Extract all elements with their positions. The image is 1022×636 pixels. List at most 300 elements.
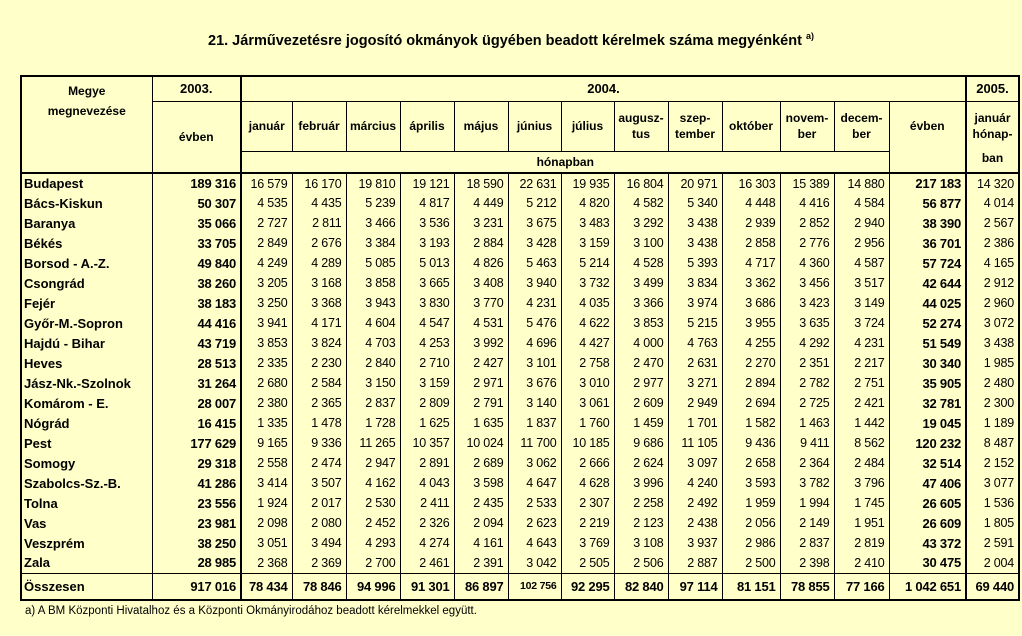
month-header bbox=[614, 101, 668, 151]
month-value: 94 996 bbox=[346, 573, 400, 600]
month-value: 20 971 bbox=[668, 173, 722, 193]
value-2003: 38 250 bbox=[152, 533, 241, 553]
month-value: 2 492 bbox=[668, 493, 722, 513]
month-value: 4 043 bbox=[400, 473, 454, 493]
month-value: 2 631 bbox=[668, 353, 722, 373]
month-value: 4 535 bbox=[241, 193, 292, 213]
month-value: 91 301 bbox=[400, 573, 454, 600]
month-value: 5 214 bbox=[561, 253, 614, 273]
month-value: 4 449 bbox=[454, 193, 508, 213]
value-2003: 28 513 bbox=[152, 353, 241, 373]
month-value: 1 701 bbox=[668, 413, 722, 433]
month-value: 4 604 bbox=[346, 313, 400, 333]
month-value: 2 727 bbox=[241, 213, 292, 233]
month-value: 3 150 bbox=[346, 373, 400, 393]
month-value: 4 274 bbox=[400, 533, 454, 553]
county-name: Jász-Nk.-Szolnok bbox=[21, 373, 152, 393]
month-value: 4 293 bbox=[346, 533, 400, 553]
month-value: 4 628 bbox=[561, 473, 614, 493]
month-header-part1: augusz- bbox=[618, 111, 664, 125]
month-value: 3 974 bbox=[668, 293, 722, 313]
month-value: 3 941 bbox=[241, 313, 292, 333]
value-2004: 44 025 bbox=[889, 293, 966, 313]
month-value: 3 499 bbox=[614, 273, 668, 293]
month-value: 2 891 bbox=[400, 453, 454, 473]
month-value: 9 411 bbox=[780, 433, 834, 453]
value-jan-2005: 2 912 bbox=[966, 273, 1019, 293]
month-value: 4 435 bbox=[292, 193, 346, 213]
month-value: 22 631 bbox=[508, 173, 561, 193]
county-name: Bács-Kiskun bbox=[21, 193, 152, 213]
month-value: 3 456 bbox=[780, 273, 834, 293]
value-2004: 32 514 bbox=[889, 453, 966, 473]
month-value: 4 448 bbox=[722, 193, 780, 213]
month-value: 4 584 bbox=[834, 193, 889, 213]
month-value: 4 035 bbox=[561, 293, 614, 313]
month-value: 4 255 bbox=[722, 333, 780, 353]
month-value: 4 528 bbox=[614, 253, 668, 273]
month-value: 4 820 bbox=[561, 193, 614, 213]
value-2004: 1 042 651 bbox=[889, 573, 966, 600]
county-name: Csongrád bbox=[21, 273, 152, 293]
month-value: 2 398 bbox=[780, 553, 834, 573]
month-value: 1 442 bbox=[834, 413, 889, 433]
month-value: 4 161 bbox=[454, 533, 508, 553]
month-value: 4 582 bbox=[614, 193, 668, 213]
value-2003: 38 260 bbox=[152, 273, 241, 293]
month-value: 2 939 bbox=[722, 213, 780, 233]
month-header-part1: decem- bbox=[840, 111, 883, 125]
month-value: 3 101 bbox=[508, 353, 561, 373]
title-note: a) bbox=[805, 31, 814, 41]
evben-2004-header: évben bbox=[889, 101, 966, 151]
month-value: 2 949 bbox=[668, 393, 722, 413]
month-value: 2 326 bbox=[400, 513, 454, 533]
value-2004: 38 390 bbox=[889, 213, 966, 233]
month-value: 1 994 bbox=[780, 493, 834, 513]
month-value: 2 258 bbox=[614, 493, 668, 513]
month-value: 16 579 bbox=[241, 173, 292, 193]
month-value: 16 804 bbox=[614, 173, 668, 193]
month-value: 3 097 bbox=[668, 453, 722, 473]
month-value: 2 782 bbox=[780, 373, 834, 393]
month-value: 2 411 bbox=[400, 493, 454, 513]
month-value: 3 466 bbox=[346, 213, 400, 233]
month-value: 2 837 bbox=[780, 533, 834, 553]
month-value: 1 959 bbox=[722, 493, 780, 513]
year-2004-header: 2004. bbox=[241, 76, 966, 101]
month-value: 102 756 bbox=[508, 573, 561, 600]
month-value: 77 166 bbox=[834, 573, 889, 600]
table-row bbox=[21, 393, 1019, 413]
table-row bbox=[21, 293, 1019, 313]
month-value: 3 061 bbox=[561, 393, 614, 413]
month-value: 3 598 bbox=[454, 473, 508, 493]
month-value: 2 956 bbox=[834, 233, 889, 253]
month-value: 19 935 bbox=[561, 173, 614, 193]
value-jan-2005: 2 152 bbox=[966, 453, 1019, 473]
month-value: 9 336 bbox=[292, 433, 346, 453]
value-jan-2005: 4 014 bbox=[966, 193, 1019, 213]
month-value: 3 010 bbox=[561, 373, 614, 393]
month-value: 3 438 bbox=[668, 213, 722, 233]
month-value: 3 423 bbox=[780, 293, 834, 313]
month-value: 2 351 bbox=[780, 353, 834, 373]
month-header: február bbox=[292, 101, 346, 151]
month-value: 2 837 bbox=[346, 393, 400, 413]
month-value: 4 171 bbox=[292, 313, 346, 333]
month-value: 3 507 bbox=[292, 473, 346, 493]
month-value: 3 149 bbox=[834, 293, 889, 313]
month-value: 1 335 bbox=[241, 413, 292, 433]
month-value: 2 056 bbox=[722, 513, 780, 533]
table-row bbox=[21, 273, 1019, 293]
value-2004: 47 406 bbox=[889, 473, 966, 493]
month-value: 4 717 bbox=[722, 253, 780, 273]
month-value: 86 897 bbox=[454, 573, 508, 600]
month-value: 16 303 bbox=[722, 173, 780, 193]
month-value: 3 250 bbox=[241, 293, 292, 313]
year-2003-header: 2003. bbox=[152, 76, 241, 101]
month-value: 3 593 bbox=[722, 473, 780, 493]
month-value: 3 408 bbox=[454, 273, 508, 293]
value-2003: 23 556 bbox=[152, 493, 241, 513]
month-value: 4 547 bbox=[400, 313, 454, 333]
value-2003: 44 416 bbox=[152, 313, 241, 333]
value-2004: 56 877 bbox=[889, 193, 966, 213]
month-value: 4 249 bbox=[241, 253, 292, 273]
month-value: 10 185 bbox=[561, 433, 614, 453]
county-name: Vas bbox=[21, 513, 152, 533]
month-value: 3 732 bbox=[561, 273, 614, 293]
month-value: 2 335 bbox=[241, 353, 292, 373]
month-value: 5 085 bbox=[346, 253, 400, 273]
month-value: 3 665 bbox=[400, 273, 454, 293]
month-value: 4 231 bbox=[508, 293, 561, 313]
month-value: 3 168 bbox=[292, 273, 346, 293]
month-header: május bbox=[454, 101, 508, 151]
month-header-part1: novem- bbox=[785, 111, 829, 125]
month-value: 3 428 bbox=[508, 233, 561, 253]
month-value: 18 590 bbox=[454, 173, 508, 193]
table-row bbox=[21, 173, 1019, 193]
month-value: 19 121 bbox=[400, 173, 454, 193]
jan-2005-header-line1: január bbox=[974, 110, 1011, 125]
month-value: 14 880 bbox=[834, 173, 889, 193]
month-value: 5 340 bbox=[668, 193, 722, 213]
month-value: 4 253 bbox=[400, 333, 454, 353]
month-value: 2 270 bbox=[722, 353, 780, 373]
month-value: 2 884 bbox=[454, 233, 508, 253]
month-value: 3 992 bbox=[454, 333, 508, 353]
month-value: 2 658 bbox=[722, 453, 780, 473]
value-2004: 30 475 bbox=[889, 553, 966, 573]
county-name: Fejér bbox=[21, 293, 152, 313]
value-jan-2005: 8 487 bbox=[966, 433, 1019, 453]
month-value: 3 362 bbox=[722, 273, 780, 293]
value-2003: 189 316 bbox=[152, 173, 241, 193]
value-2003: 16 415 bbox=[152, 413, 241, 433]
month-value: 16 170 bbox=[292, 173, 346, 193]
month-value: 3 943 bbox=[346, 293, 400, 313]
month-value: 2 421 bbox=[834, 393, 889, 413]
value-2003: 43 719 bbox=[152, 333, 241, 353]
month-value: 1 837 bbox=[508, 413, 561, 433]
table-row bbox=[21, 473, 1019, 493]
table-row bbox=[21, 353, 1019, 373]
county-header bbox=[21, 76, 152, 173]
county-name: Komárom - E. bbox=[21, 393, 152, 413]
month-value: 3 292 bbox=[614, 213, 668, 233]
month-value: 2 710 bbox=[400, 353, 454, 373]
month-value: 3 159 bbox=[400, 373, 454, 393]
month-value: 81 151 bbox=[722, 573, 780, 600]
month-value: 2 230 bbox=[292, 353, 346, 373]
month-value: 2 094 bbox=[454, 513, 508, 533]
month-value: 2 533 bbox=[508, 493, 561, 513]
month-value: 3 858 bbox=[346, 273, 400, 293]
month-value: 3 955 bbox=[722, 313, 780, 333]
value-jan-2005: 3 077 bbox=[966, 473, 1019, 493]
county-name: Zala bbox=[21, 553, 152, 573]
month-value: 1 745 bbox=[834, 493, 889, 513]
month-value: 78 846 bbox=[292, 573, 346, 600]
value-2004: 52 274 bbox=[889, 313, 966, 333]
jan-2005-header-line2: hónap- bbox=[972, 126, 1013, 141]
value-2004: 42 644 bbox=[889, 273, 966, 293]
value-jan-2005: 2 004 bbox=[966, 553, 1019, 573]
value-2003: 917 016 bbox=[152, 573, 241, 600]
value-jan-2005: 14 320 bbox=[966, 173, 1019, 193]
month-value: 2 725 bbox=[780, 393, 834, 413]
month-value: 3 517 bbox=[834, 273, 889, 293]
month-value: 2 461 bbox=[400, 553, 454, 573]
month-value: 2 887 bbox=[668, 553, 722, 573]
month-value: 2 700 bbox=[346, 553, 400, 573]
month-value: 2 666 bbox=[561, 453, 614, 473]
month-value: 3 830 bbox=[400, 293, 454, 313]
value-2003: 29 318 bbox=[152, 453, 241, 473]
month-value: 4 360 bbox=[780, 253, 834, 273]
month-value: 1 582 bbox=[722, 413, 780, 433]
month-value: 2 584 bbox=[292, 373, 346, 393]
value-2003: 31 264 bbox=[152, 373, 241, 393]
month-value: 3 384 bbox=[346, 233, 400, 253]
month-value: 2 452 bbox=[346, 513, 400, 533]
data-table bbox=[20, 75, 1020, 601]
month-value: 2 558 bbox=[241, 453, 292, 473]
month-value: 4 292 bbox=[780, 333, 834, 353]
month-value: 3 438 bbox=[668, 233, 722, 253]
month-value: 3 140 bbox=[508, 393, 561, 413]
month-value: 15 389 bbox=[780, 173, 834, 193]
month-value: 4 531 bbox=[454, 313, 508, 333]
month-value: 2 391 bbox=[454, 553, 508, 573]
table-row bbox=[21, 193, 1019, 213]
month-value: 10 024 bbox=[454, 433, 508, 453]
value-jan-2005: 1 189 bbox=[966, 413, 1019, 433]
value-jan-2005: 2 591 bbox=[966, 533, 1019, 553]
month-value: 3 494 bbox=[292, 533, 346, 553]
month-value: 3 937 bbox=[668, 533, 722, 553]
value-jan-2005: 2 960 bbox=[966, 293, 1019, 313]
table-row bbox=[21, 373, 1019, 393]
month-value: 3 193 bbox=[400, 233, 454, 253]
month-value: 2 971 bbox=[454, 373, 508, 393]
month-value: 2 751 bbox=[834, 373, 889, 393]
month-value: 5 212 bbox=[508, 193, 561, 213]
month-value: 9 165 bbox=[241, 433, 292, 453]
month-value: 1 625 bbox=[400, 413, 454, 433]
year-2005-header: 2005. bbox=[966, 76, 1019, 101]
month-value: 5 239 bbox=[346, 193, 400, 213]
month-value: 2 123 bbox=[614, 513, 668, 533]
month-value: 11 265 bbox=[346, 433, 400, 453]
month-value: 3 940 bbox=[508, 273, 561, 293]
month-header: július bbox=[561, 101, 614, 151]
county-name: Békés bbox=[21, 233, 152, 253]
month-value: 3 205 bbox=[241, 273, 292, 293]
month-value: 5 463 bbox=[508, 253, 561, 273]
county-name: Heves bbox=[21, 353, 152, 373]
month-value: 2 624 bbox=[614, 453, 668, 473]
month-value: 78 434 bbox=[241, 573, 292, 600]
month-value: 1 951 bbox=[834, 513, 889, 533]
value-2004: 43 372 bbox=[889, 533, 966, 553]
month-value: 4 643 bbox=[508, 533, 561, 553]
month-value: 11 700 bbox=[508, 433, 561, 453]
month-header-part2: tember bbox=[674, 127, 715, 141]
value-2004: 26 609 bbox=[889, 513, 966, 533]
month-value: 2 776 bbox=[780, 233, 834, 253]
month-value: 2 474 bbox=[292, 453, 346, 473]
month-value: 3 724 bbox=[834, 313, 889, 333]
table-row bbox=[21, 453, 1019, 473]
month-value: 4 416 bbox=[780, 193, 834, 213]
month-value: 4 587 bbox=[834, 253, 889, 273]
month-value: 3 062 bbox=[508, 453, 561, 473]
value-2004: 36 701 bbox=[889, 233, 966, 253]
month-value: 3 366 bbox=[614, 293, 668, 313]
month-header: április bbox=[400, 101, 454, 151]
county-name: Tolna bbox=[21, 493, 152, 513]
month-value: 2 410 bbox=[834, 553, 889, 573]
evben-2004-header-cont bbox=[889, 151, 966, 173]
month-value: 3 159 bbox=[561, 233, 614, 253]
county-name: Pest bbox=[21, 433, 152, 453]
month-value: 4 696 bbox=[508, 333, 561, 353]
month-header: június bbox=[508, 101, 561, 151]
month-value: 82 840 bbox=[614, 573, 668, 600]
value-2004: 35 905 bbox=[889, 373, 966, 393]
month-header-part2: ber bbox=[852, 127, 871, 141]
total-row bbox=[21, 573, 1019, 600]
month-value: 3 414 bbox=[241, 473, 292, 493]
month-value: 2 530 bbox=[346, 493, 400, 513]
month-value: 3 796 bbox=[834, 473, 889, 493]
month-value: 4 647 bbox=[508, 473, 561, 493]
value-jan-2005: 3 072 bbox=[966, 313, 1019, 333]
month-value: 4 622 bbox=[561, 313, 614, 333]
month-value: 2 307 bbox=[561, 493, 614, 513]
month-value: 5 215 bbox=[668, 313, 722, 333]
county-name: Borsod - A.-Z. bbox=[21, 253, 152, 273]
month-value: 1 635 bbox=[454, 413, 508, 433]
month-value: 19 810 bbox=[346, 173, 400, 193]
month-value: 2 484 bbox=[834, 453, 889, 473]
month-value: 1 728 bbox=[346, 413, 400, 433]
month-value: 4 427 bbox=[561, 333, 614, 353]
month-header-part1: szep- bbox=[679, 111, 711, 125]
value-2003: 50 307 bbox=[152, 193, 241, 213]
month-value: 1 760 bbox=[561, 413, 614, 433]
month-value: 2 506 bbox=[614, 553, 668, 573]
month-value: 2 623 bbox=[508, 513, 561, 533]
value-2004: 57 724 bbox=[889, 253, 966, 273]
month-value: 2 852 bbox=[780, 213, 834, 233]
month-value: 2 849 bbox=[241, 233, 292, 253]
value-jan-2005: 3 438 bbox=[966, 333, 1019, 353]
month-value: 3 051 bbox=[241, 533, 292, 553]
month-value: 3 368 bbox=[292, 293, 346, 313]
month-header: január bbox=[241, 101, 292, 151]
month-value: 2 470 bbox=[614, 353, 668, 373]
county-name: Összesen bbox=[21, 573, 152, 600]
month-value: 78 855 bbox=[780, 573, 834, 600]
month-value: 2 017 bbox=[292, 493, 346, 513]
month-value: 2 791 bbox=[454, 393, 508, 413]
month-value: 1 478 bbox=[292, 413, 346, 433]
value-jan-2005: 2 386 bbox=[966, 233, 1019, 253]
value-jan-2005: 1 985 bbox=[966, 353, 1019, 373]
month-value: 2 435 bbox=[454, 493, 508, 513]
month-value: 2 894 bbox=[722, 373, 780, 393]
month-value: 2 438 bbox=[668, 513, 722, 533]
month-header bbox=[780, 101, 834, 151]
table-row bbox=[21, 253, 1019, 273]
table-row bbox=[21, 233, 1019, 253]
value-2003: 38 183 bbox=[152, 293, 241, 313]
value-jan-2005: 4 165 bbox=[966, 253, 1019, 273]
month-value: 2 694 bbox=[722, 393, 780, 413]
value-2003: 28 007 bbox=[152, 393, 241, 413]
month-value: 3 769 bbox=[561, 533, 614, 553]
month-value: 3 996 bbox=[614, 473, 668, 493]
month-value: 10 357 bbox=[400, 433, 454, 453]
month-header bbox=[834, 101, 889, 151]
month-value: 2 977 bbox=[614, 373, 668, 393]
month-value: 2 217 bbox=[834, 353, 889, 373]
month-value: 2 940 bbox=[834, 213, 889, 233]
month-header: október bbox=[722, 101, 780, 151]
month-value: 2 219 bbox=[561, 513, 614, 533]
value-2004: 19 045 bbox=[889, 413, 966, 433]
month-value: 3 271 bbox=[668, 373, 722, 393]
month-value: 4 289 bbox=[292, 253, 346, 273]
month-value: 2 986 bbox=[722, 533, 780, 553]
honapban-header: hónapban bbox=[241, 151, 889, 173]
month-value: 2 809 bbox=[400, 393, 454, 413]
month-value: 2 947 bbox=[346, 453, 400, 473]
month-value: 3 042 bbox=[508, 553, 561, 573]
value-2004: 217 183 bbox=[889, 173, 966, 193]
month-value: 3 635 bbox=[780, 313, 834, 333]
county-name: Veszprém bbox=[21, 533, 152, 553]
table-row bbox=[21, 533, 1019, 553]
value-2004: 120 232 bbox=[889, 433, 966, 453]
month-value: 8 562 bbox=[834, 433, 889, 453]
month-value: 4 240 bbox=[668, 473, 722, 493]
